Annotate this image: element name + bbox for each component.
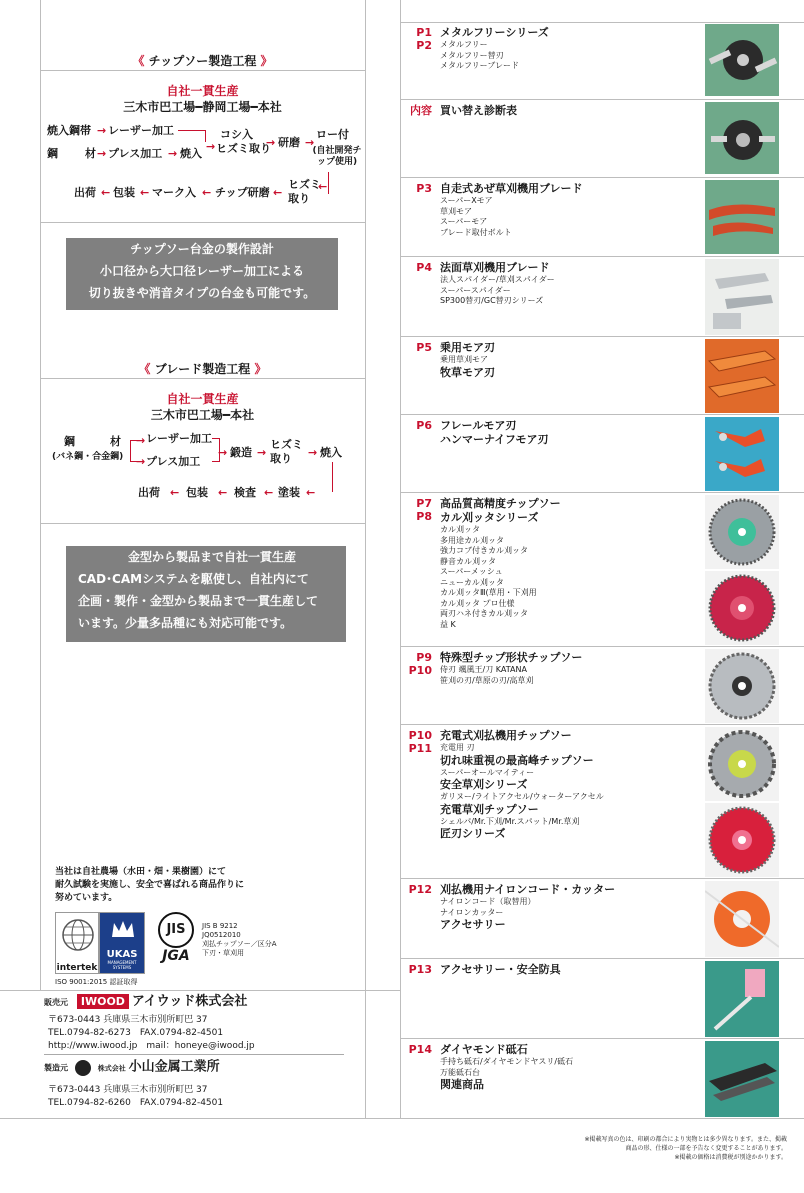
bflow-mat-b: 材 <box>110 435 121 448</box>
takumi-chipsaw-photo <box>705 803 779 877</box>
left-rule-5 <box>0 990 400 991</box>
bflow-mat-note: (バネ鋼・合金鋼) <box>52 452 124 462</box>
flow-ship: 出荷 <box>74 186 96 199</box>
bflow-pack: 包装 <box>186 486 208 499</box>
bflow-paint: 塗装 <box>278 486 300 499</box>
address-rule <box>44 1054 344 1055</box>
maker-block <box>44 1060 220 1076</box>
self-propelled-blade-photo <box>705 180 779 254</box>
battery-chipsaw-photo <box>705 727 779 801</box>
row-heading: フレールモア刃 <box>440 419 517 432</box>
flail-blade-photo <box>705 417 779 491</box>
row-heading: 特殊型チップ形状チップソー <box>440 651 583 664</box>
intertek-label: intertek <box>56 963 98 973</box>
flow-hizumi2a: ヒズミ <box>288 178 321 191</box>
chip-process-title: 《 チップソー製造工程 》 <box>132 54 273 68</box>
index-row-nylon: P12 刈払機用ナイロンコード・カッター ナイロンコード（取替用） ナイロンカッター アクセサリー <box>400 879 804 959</box>
mold-box-line: 金型から製品まで自社一貫生産 <box>127 550 296 564</box>
jis-text: JIS B 9212 JQ0512010 刈払チップソー／区分A 下刃・草刈用 <box>202 922 277 957</box>
row-heading: メタルフリーシリーズ <box>440 26 549 39</box>
slope-blade-photo <box>705 259 779 335</box>
row-heading: ハンマーナイフモア刃 <box>440 433 549 446</box>
bflow-laser: レーザー加工 <box>146 432 212 445</box>
blade-process-title: 《 ブレード製造工程 》 <box>138 362 267 376</box>
index-row-accessory: P13 アクセサリー・安全防具 <box>400 959 804 1039</box>
chip-integrated-label: 自社一貫生産 <box>166 84 239 98</box>
left-rule-2 <box>40 222 365 223</box>
blade-factories: 三木市巴工場━本社 <box>150 408 255 422</box>
flow-bracket <box>178 130 206 142</box>
row-heading: カル刈ッタシリーズ <box>440 511 539 524</box>
maker-address: 〒673-0443 兵庫県三木市別所町巴 37 TEL.0794-82-6260 FAX.0794-82-4501 <box>48 1085 224 1108</box>
arrow-icon: → <box>305 136 315 149</box>
flow-press: プレス加工 <box>108 147 163 160</box>
chip-box-line: チップソー台金の製作設計 <box>130 242 274 256</box>
mold-production-box <box>66 546 346 642</box>
bflow-quench: 焼入 <box>320 446 342 459</box>
bflow-return-line <box>332 462 333 492</box>
bflow-hizumi-b: 取り <box>270 452 292 465</box>
blade-integrated-label: 自社一貫生産 <box>166 392 239 406</box>
arrow-icon: → <box>136 455 146 468</box>
row-heading: 切れ味重視の最高峰チップソー <box>440 753 594 767</box>
flow-grind: 研磨 <box>278 136 300 149</box>
maker-label: 製造元 <box>44 1063 68 1073</box>
mold-box-line: 企画・製作・金型から製品まで一貫生産して <box>78 594 319 608</box>
flow-pack: 包装 <box>113 186 135 199</box>
left-margin-line <box>40 0 41 990</box>
flow-mark: マーク入 <box>152 186 196 199</box>
index-row-slope: P4 法面草刈機用ブレード 法人スパイダー/草刈スパイダー スーパースパイダー SP300替刃/GC替刃シリーズ <box>400 257 804 337</box>
globe-icon <box>56 913 100 959</box>
column-divider <box>365 0 366 1118</box>
row-heading: 法面草刈機用ブレード <box>440 261 550 274</box>
chip-box-line: 小口径から大口径レーザー加工による <box>99 264 304 278</box>
chip-design-box <box>66 238 338 310</box>
left-rule-4 <box>40 523 365 524</box>
arrow-icon: → <box>97 147 107 160</box>
ukas-sub: MANAGEMENT SYSTEMS <box>107 960 137 970</box>
index-row-riding: P5 乗用モア刃 乗用草刈モア 牧草モア刃 <box>400 337 804 415</box>
arrow-icon: ← <box>202 186 212 199</box>
flow-braze: ロー付 <box>316 128 349 141</box>
flow-material2a: 鋼 <box>47 147 58 160</box>
arrow-icon: → <box>97 124 107 137</box>
bottom-rule <box>0 1118 804 1119</box>
row-heading: 匠刃シリーズ <box>440 827 506 840</box>
flow-return-line <box>328 172 329 194</box>
index-row-diamond: P14 ダイヤモンド砥石 手持ち砥石/ダイヤモンドヤスリ/砥石 万能砥石台 関連商品 <box>400 1039 804 1118</box>
maker-prefix: 株式会社 <box>97 1064 126 1073</box>
flow-chip-grind: チップ研磨 <box>215 186 270 199</box>
left-rule-3 <box>40 378 365 379</box>
index-row-diagnosis: 内容 買い替え診断表 <box>400 100 804 178</box>
riding-mower-blade-photo <box>705 339 779 413</box>
maker-name: 小山金属工業所 <box>128 1059 220 1075</box>
row-heading: 関連商品 <box>440 1078 484 1091</box>
seller-block <box>44 994 247 1010</box>
arrow-icon: → <box>218 446 228 459</box>
bflow-press: プレス加工 <box>146 455 201 468</box>
bflow-forge: 鍛造 <box>230 446 252 459</box>
flow-hizumi2b: 取り <box>288 192 310 205</box>
arrow-icon: ← <box>318 180 328 193</box>
crown-icon <box>100 913 146 945</box>
arrow-icon: → <box>308 446 318 459</box>
arrow-icon: ← <box>140 186 150 199</box>
seller-label: 販売元 <box>44 998 68 1007</box>
arrow-icon: → <box>168 147 178 160</box>
jis-logo: JIS JGA <box>156 912 196 972</box>
flow-koshi: コシ入 <box>220 128 253 141</box>
bflow-ship: 出荷 <box>138 486 160 499</box>
row-heading: アクセサリー・安全防具 <box>440 963 561 976</box>
arrow-icon: ← <box>170 486 180 499</box>
bflow-mat-a: 鋼 <box>64 435 75 448</box>
index-row-battery: P10 P11 充電式刈払機用チップソー 充電用 刃 切れ味重視の最高峰チップソー スーパーオールマイティー 安全草刈シリーズ ガリヌー/ライトアクセル/ウォーターアクセル 充電草刈チップソー シェルパ/Mr.下刈/Mr.スパット/Mr.草刈 匠刃シリーズ <box>400 725 804 879</box>
arrow-icon: → <box>266 136 276 149</box>
row-heading: 牧草モア刃 <box>440 365 495 379</box>
index-row-metalfree: P1 P2 メタルフリーシリーズ メタルフリー メタルフリー替刃 メタルフリーブレード <box>400 22 804 100</box>
arrow-icon: ← <box>101 186 111 199</box>
seller-address: 〒673-0443 兵庫県三木市別所町巴 37 TEL.0794-82-6273 FAX.0794-82-4501 http://www.iwood.jp mail：honeye@iwood.jp <box>48 1015 255 1051</box>
ukas-logo <box>99 912 145 974</box>
arrow-icon: ← <box>273 186 283 199</box>
arrow-icon: ← <box>264 486 274 499</box>
row-heading: 充電草刈チップソー <box>440 802 539 816</box>
cert-text: 当社は自社農場（水田・畑・果樹園）にて 耐久試験を実施し、安全で喜ばれる商品作りに 努めています。 <box>55 867 245 903</box>
chip-factories: 三木市巴工場━静岡工場━本社 <box>123 100 282 114</box>
iwood-logo: IWOOD <box>77 994 129 1009</box>
arrow-icon: → <box>206 140 216 153</box>
iso-caption: ISO 9001:2015 認証取得 <box>55 978 138 986</box>
bflow-hizumi-a: ヒズミ <box>270 438 303 451</box>
arrow-icon: ← <box>218 486 228 499</box>
metal-free-blade-photo <box>705 24 779 96</box>
row-heading: 乗用モア刃 <box>440 341 495 354</box>
arrow-icon: → <box>136 434 146 447</box>
footnote: ※掲載写真の色は、印刷の都合により実物とは多少異なります。また、掲載 商品の形、仕様の一部を予告なく変更することがあります。 ※掲載の価格は消費税が別途かかります。 <box>584 1136 787 1161</box>
ukas-label: UKAS <box>106 949 138 960</box>
chipsaw-red-photo <box>705 571 779 645</box>
row-heading: 充電式刈払機用チップソー <box>440 729 572 742</box>
row-heading: 安全草刈シリーズ <box>440 778 528 791</box>
row-heading: 刈払機用ナイロンコード・カッター <box>440 883 616 896</box>
arrow-icon: ← <box>306 486 316 499</box>
flow-quench: 焼入 <box>180 147 202 160</box>
diagnosis-blade-photo <box>705 102 779 174</box>
diamond-whetstone-photo <box>705 1041 779 1117</box>
row-heading: 買い替え診断表 <box>440 104 517 117</box>
index-row-special-chip: P9 P10 特殊型チップ形状チップソー 侍刃 颯風王/刀 KATANA 笹刈の刃/草原の刃/高草刈 <box>400 647 804 725</box>
maker-emblem-icon <box>75 1060 91 1076</box>
flow-material1: 焼入鋼帯 <box>47 124 91 137</box>
special-chipsaw-photo <box>705 649 779 723</box>
chip-box-line: 切り抜きや消音タイプの台金も可能です。 <box>88 286 316 300</box>
row-heading: ダイヤモンド砥石 <box>440 1043 528 1056</box>
left-rule-1 <box>40 70 365 71</box>
mold-box-line: います。少量多品種にも対応可能です。 <box>78 616 293 630</box>
bflow-inspect: 検査 <box>234 486 256 499</box>
seller-name: アイウッド株式会社 <box>131 994 248 1009</box>
flow-material2b: 材 <box>85 147 96 160</box>
flow-hizumi: ヒズミ取り <box>216 142 271 155</box>
nylon-cutter-photo <box>705 881 779 957</box>
accessory-photo <box>705 961 779 1037</box>
flow-braze-note: (自社開発チップ使用) <box>312 146 362 167</box>
row-heading: 自走式あぜ草刈機用ブレード <box>440 182 583 195</box>
flow-laser: レーザー加工 <box>108 124 174 137</box>
chipsaw-green-photo <box>705 495 779 569</box>
intertek-logo <box>55 912 99 974</box>
index-row-flail: P6 フレールモア刃 ハンマーナイフモア刃 <box>400 415 804 493</box>
row-heading: アクセサリー <box>440 918 506 931</box>
index-row-calkatta: P7 P8 高品質高精度チップソー カル刈ッタシリーズ カル刈ッタ 多用途カル刈ッタ 強力コブ付きカル刈ッタ 静音カル刈ッタ スーパーメッシュ ニューカル刈ッタ カル刈ッタⅢ(草用・下刈用 カル刈ッタ プロ仕様 両刃ハネ付きカル刈ッタ 益 K <box>400 493 804 647</box>
mold-box-line: CAD･CAMシステムを駆使し、自社内にて <box>78 572 309 586</box>
index-row-self-propelled: P3 自走式あぜ草刈機用ブレード スーパーXモア 草刈モア スーパーモア ブレード取付ボルト <box>400 178 804 257</box>
row-heading: 高品質高精度チップソー <box>440 497 561 510</box>
arrow-icon: → <box>257 446 267 459</box>
